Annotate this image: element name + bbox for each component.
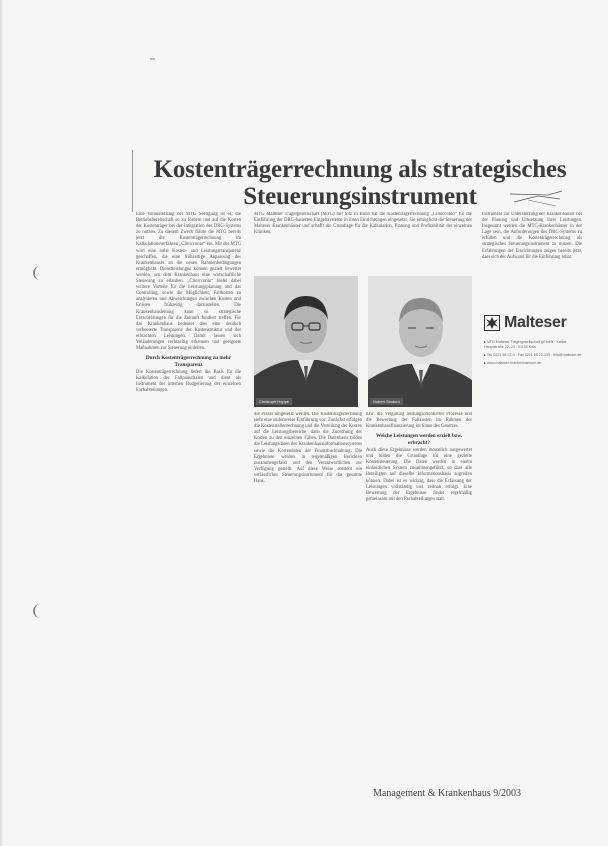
malteser-logo (484, 312, 584, 334)
portrait-left-image (254, 276, 358, 407)
article-column-2-intro (254, 212, 472, 272)
column-1-subhead: Durch Kostenträgerrechnung zu mehr Transparenz (145, 355, 232, 368)
bullet-icon: ▸ (484, 340, 487, 344)
journal-footer: Management & Krankenhaus 9/2003 (373, 788, 522, 799)
column-3-text-b: Auch diese Ergebnisse werden monatlich ausgewertet und bilden die Grundlage für eine gezielte Kostensteuerung. Die Daten werden in einem einheitlichen System zusammengeführt, so dass alle Beteiligten auf dieselbe Informationsbasis zugreifen können. Dabei ist es wichtig, dass die Erfassung der Leistungen vollständig und zeitnah erfolgt. Eine Bewertung der Ergebnisse findet regelmäßig gemeinsam mit den Fachabteilungen statt. (366, 448, 472, 502)
contact-address: MTG Malteser Trägergesellschaft gGmbH · Kalker Hauptstraße 22–24 · 51103 Köln (484, 340, 567, 349)
portrait-photo-left (254, 276, 358, 407)
logo-text: Malteser (504, 314, 567, 331)
column-3-text: bzw. die Vergütung leistungsorientierter Prozesse und die Bewertung der Fallkosten im Rahmen der Krankenhausfinanzierung im Sinne des Gesetzes. (366, 412, 472, 430)
contact-phone: Tel. 0221 98 22-0 · Fax 0221 98 22-199 · info@malteser.de (486, 353, 582, 357)
column-2-intro-text: MTG Malteser Trägergesellschaft (MTG) mit Sitz in Bonn hat die Kostenträgerrechnung „Clinicconto“ für die Einführung der DRG-basierten Entgeltsysteme in ihren Einrichtungen eingesetzt. Sie ermöglicht die Steuerung der Malteser Krankenhäuser und schafft die Grundlage für die Kalkulation, Planung und Profitabilität der einzelnen Kliniken. (254, 212, 472, 236)
title-rule (132, 150, 133, 212)
column-1-text-b: Die Kostenträgerrechnung liefert die Basis für die Kalkulation der Fallpauschalen und dient als Instrument der internen Budgetierung der einzelnen Fachabteilungen. (136, 369, 241, 394)
portrait-photo-right (368, 276, 472, 407)
contact-web: www.malteser-krankenhaeuser.de (486, 361, 541, 365)
bullet-icon: ▸ (484, 353, 487, 357)
punch-hole-icon (33, 604, 43, 618)
contact-item (484, 361, 584, 366)
column-1-text: Eine Voraussetzung der MTG Seeligung ist es, die Betriebsbereitschaft so zu fördern und auf die Kosten der Kostenträger bei der Integration des DRG-Systems zu nutzen. Zu diesem Zweck führte die MTG bereits jetzt die Kostenträgerrechnung im Kalkulationsverfahren „Clinicconto“ ein. Mit der MTG wird eine hohe Kosten- und Leistungstransparenz geschaffen, die eine frühzeitige Anpassung des Krankenhauses an die neuen Rahmenbedingungen ermöglicht. Dienstleistungen können gezielt bewertet werden, um dem Krankenhaus eine wirtschaftliche Steuerung zu erlauben. „Clinicconto“ bietet dabei weitere Vorteile für die Leistungsplanung und das Controlling, sowie die Möglichkeit, Fallkosten zu analysieren und Abweichungen zwischen Kosten und Erlösen frühzeitig darzustellen. Die Krankenhausleitung kann so strategische Entscheidungen für die Zukunft fundiert treffen. Für das Krankenhaus bedeutet dies eine deutlich verbesserte Transparenz der Kostenstruktur und der erbrachten Leistungen. Damit lassen sich Veränderungen rechtzeitig erkennen und geeignete Maßnahmen zur Steuerung einleiten. (136, 212, 241, 352)
article-column-2 (254, 412, 362, 602)
column-4-text: Instrument zur Unterstützung der Krankenhäuser bei der Planung und Umsetzung ihrer Leistungen. Insgesamt werden die MTG-Krankenhäuser in der Lage sein, die Anforderungen des DRG-Systems zu erfüllen und die Kostenträgerrechnung als strategisches Steuerungsinstrument zu nutzen. Die Erfahrungen der Einrichtungen zeigen bereits jetzt, dass sich der Aufwand für die Einführung lohnt. (482, 212, 582, 260)
contact-item (484, 340, 584, 350)
scan-mark (150, 58, 155, 60)
title-line-1: Kostenträgerrechnung als strategisches (153, 156, 567, 183)
article-column-1 (136, 212, 241, 557)
photo-caption-left: Christoph Hoppe (256, 398, 292, 405)
contact-item (484, 353, 584, 358)
portrait-right-image (368, 276, 472, 407)
page-edge (0, 0, 3, 846)
scribble-mark-icon (508, 186, 564, 208)
article-column-3 (366, 412, 472, 602)
contact-info-box (484, 340, 584, 450)
punch-hole-icon (33, 266, 43, 280)
column-2-text: die Praxis umgesetzt werden. Die Kostenträgerrechnung sieht eine stufenweise Einführung vor: Zunächst erfolgen die Kostenstellenrechnung und die Verteilung der Kosten auf die Leistungsbereiche, dann die Zuordnung der Kosten zu den einzelnen Fällen. Die Datenbasis bilden die Leistungsdaten des Krankenhausinformationssystems sowie die Kostendaten der Finanzbuchhaltung. Die Ergebnisse werden in regelmäßigen Berichten zusammengefasst und den Verantwortlichen zur Verfügung gestellt. Auf diese Weise entsteht ein verlässliches Steuerungsinstrument für das gesamte Haus. (254, 412, 362, 485)
article-column-4 (482, 212, 582, 307)
bullet-icon: ▸ (484, 361, 487, 365)
photo-caption-right: Hubert Sindorn (370, 398, 403, 405)
malteser-cross-icon (484, 315, 500, 331)
column-3-subhead: Welche Leistungen werden erzielt bzw. erbracht? (375, 433, 462, 446)
title-line-2: Steuerungsinstrument (243, 183, 477, 210)
